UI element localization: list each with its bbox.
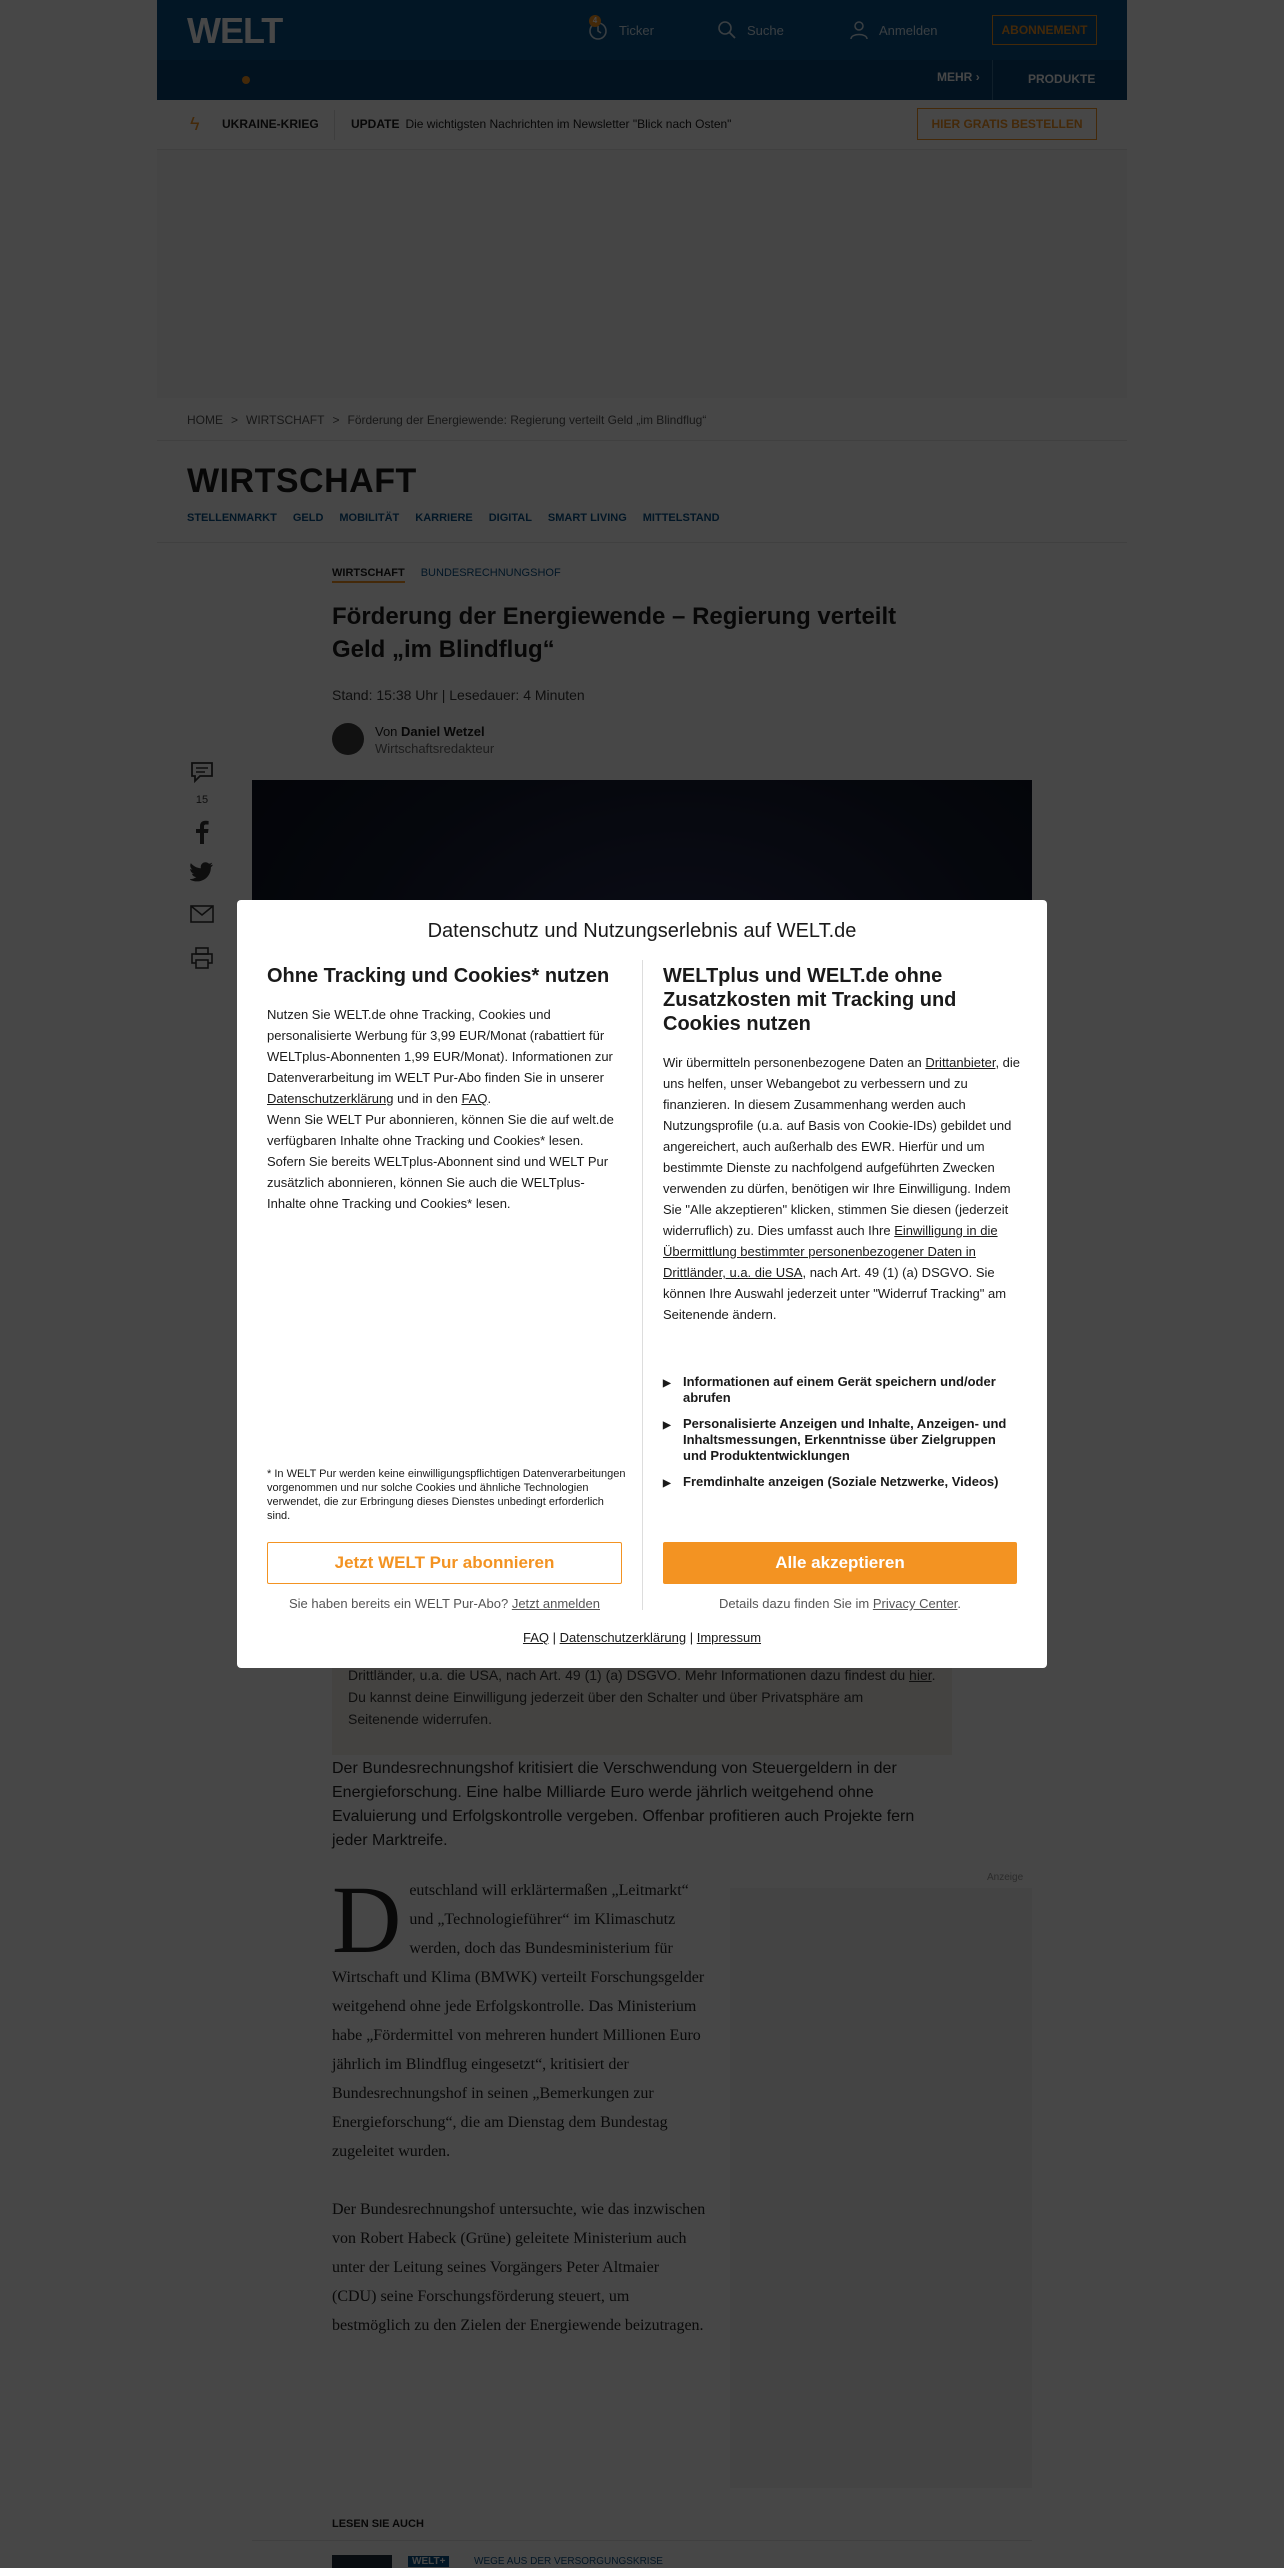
expand-triangle-icon: ▶ — [663, 1378, 671, 1389]
column-divider — [642, 960, 643, 1610]
privacy-center-link[interactable]: Privacy Center — [872, 1596, 958, 1611]
pur-heading: Ohne Tracking und Cookies* nutzen — [267, 965, 610, 987]
purpose-item[interactable]: ▶ Fremdinhalte anzeigen (Soziale Netzwerke, Videos) — [663, 1474, 1021, 1490]
tracking-column — [663, 964, 1021, 1325]
third-party-link[interactable]: Drittanbieter — [925, 1055, 996, 1070]
pur-description: Nutzen Sie WELT.de ohne Tracking, Cookies und personalisierte Werbung für 3,99 EUR/Monat (rabattiert für WELTplus-Abonnenten 1,99 EUR/Monat). Informationen zur Datenverarbeitung im WELT Pur-Abo finden Sie in unserer Datenschutzerklärung und in den FAQ. Wenn Sie WELT Pur abonnieren, können Sie die auf welt.de verfügbaren Inhalte ohne Tracking und Cookies* lesen. Sofern Sie bereits WELTplus-Abonnent sind und WELT Pur zusätzlich abonnieren, können Sie auch die WELTplus-Inhalte ohne Tracking und Cookies* lesen. — [267, 1007, 614, 1211]
dialog-footer-links: FAQ | Datenschutzerklärung | Impressum — [522, 1630, 762, 1645]
footer-imprint-link[interactable]: Impressum — [696, 1630, 762, 1645]
dialog-title: Datenschutz und Nutzungserlebnis auf WELT.de — [427, 920, 857, 942]
accept-all-button[interactable]: Alle akzeptieren — [663, 1542, 1017, 1584]
privacy-policy-link[interactable]: Datenschutzerklärung — [267, 1091, 394, 1106]
consent-dialog — [237, 900, 1047, 1668]
pur-login-hint: Sie haben bereits ein WELT Pur-Abo? Jetzt anmelden — [289, 1596, 600, 1611]
purpose-item[interactable]: ▶ Personalisierte Anzeigen und Inhalte, Anzeigen- und Inhaltsmessungen, Erkenntnisse über Zielgruppen und Produktentwicklungen — [663, 1416, 1007, 1463]
expand-triangle-icon: ▶ — [663, 1420, 671, 1431]
purpose-list — [663, 1374, 1021, 1500]
expand-triangle-icon: ▶ — [663, 1478, 671, 1489]
pur-footnote: * In WELT Pur werden keine einwilligungspflichtigen Datenverarbeitungen vorgenommen und nur solche Cookies und ähnliche Technologien verwendet, die zur Erbringung dieses Dienstes unbedingt erforderlich sind. — [267, 1468, 626, 1522]
third-country-consent-link[interactable]: Einwilligung in die Übermittlung bestimmter personenbezogener Daten in Drittländer, u.a. die USA — [663, 1223, 998, 1280]
pur-column — [267, 964, 622, 1214]
purpose-item[interactable]: ▶ Informationen auf einem Gerät speichern und/oder abrufen — [663, 1374, 996, 1405]
tracking-description: Wir übermitteln personenbezogene Daten an Drittanbieter, die uns helfen, unser Webangebot zu verbessern und zu finanzieren. In diesem Zusammenhang werden auch Nutzungsprofile (u.a. auf Basis von Cookie-IDs) gebildet und angereichert, auch außerhalb des EWR. Hierfür und um bestimmte Dienste zu nachfolgend aufgeführten Zwecken verwenden zu dürfen, benötigen wir Ihre Einwilligung. Indem Sie "Alle akzeptieren" klicken, stimmen Sie diesen (jederzeit widerruflich) zu. Dies umfasst auch Ihre Einwilligung in die Übermittlung bestimmter personenbezogener Daten in Drittländer, u.a. die USA, nach Art. 49 (1) (a) DSGVO. Sie können Ihre Auswahl jederzeit unter "Widerruf Tracking" am Seitenende ändern. — [663, 1055, 1021, 1322]
footer-privacy-link[interactable]: Datenschutzerklärung — [559, 1630, 687, 1645]
privacy-center-hint: Details dazu finden Sie im Privacy Center. — [718, 1596, 962, 1611]
tracking-heading: WELTplus und WELT.de ohne Zusatzkosten mit Tracking und Cookies nutzen — [663, 965, 957, 1035]
footer-faq-link[interactable]: FAQ — [522, 1630, 549, 1645]
pur-login-link[interactable]: Jetzt anmelden — [511, 1596, 600, 1611]
faq-link[interactable]: FAQ — [461, 1091, 488, 1106]
subscribe-pur-button[interactable]: Jetzt WELT Pur abonnieren — [267, 1542, 622, 1584]
